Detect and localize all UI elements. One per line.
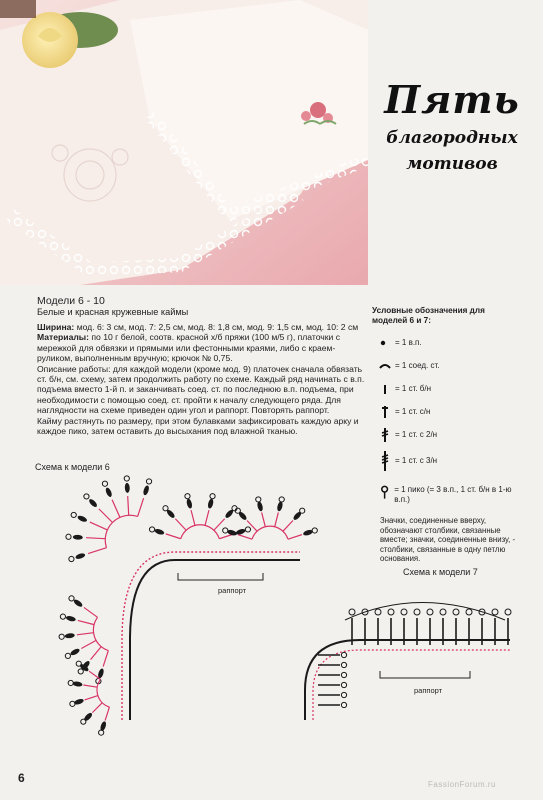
legend-heading: Условные обозначения для моделей 6 и 7: [372, 306, 485, 325]
base-round [313, 650, 510, 720]
red-stitch [275, 512, 279, 526]
legend-text: = 1 ст. с 3/н [395, 456, 438, 465]
red-stitch [81, 640, 96, 648]
picot-mark [388, 609, 394, 615]
red-stitch [205, 510, 209, 525]
arch-line [93, 617, 108, 650]
picot-mark [300, 508, 305, 513]
picot-mark [68, 680, 73, 685]
legend-note: Значки, соединенные вверху, обозначают столбики, связанные вместе; значки, соединенные внизу, - столбики, связанные в одну петлю основания. [380, 516, 516, 564]
red-stitch [105, 707, 109, 720]
petal-mark [142, 485, 150, 496]
picot-mark [210, 494, 215, 499]
red-stitch [99, 509, 113, 523]
red-stitch [92, 703, 102, 713]
red-stitch [283, 521, 293, 532]
arch-line [252, 526, 288, 539]
picot-mark [59, 634, 64, 639]
legend-text: = 1 ст. с 2/н [395, 430, 438, 439]
width-text: мод. 6: 3 см, мод. 7: 2,5 см, мод. 8: 1,8 см, мод. 9: 1,5 см, мод. 10: 2 см [76, 322, 359, 332]
picot-mark [71, 512, 76, 517]
red-stitch [88, 548, 106, 554]
red-stitch [247, 521, 257, 532]
petal-mark [207, 498, 214, 509]
picot-mark [245, 527, 250, 532]
napkin-edge [130, 560, 300, 720]
petal-mark [73, 535, 83, 540]
picot-mark [84, 494, 89, 499]
base-round [122, 552, 300, 720]
picot-mark [66, 534, 71, 539]
red-stitch [84, 607, 98, 617]
petal-mark [83, 712, 93, 722]
picot-mark [312, 528, 317, 533]
finish-paragraph: Кайму растянуть по размеру, при этом булавками зафиксировать каждую арку и каждое пико, затем оставить до высыхания под влажной тканью. [37, 415, 359, 437]
petal-mark [73, 598, 84, 608]
picot-mark [375, 609, 381, 615]
petal-mark [70, 647, 81, 656]
picot-mark [69, 556, 74, 561]
red-stitch [103, 651, 108, 667]
materials-text: по 10 г белой, соотв. красной х/б пряжи (100 м/5 г), платочки с мережкой для обвязки и прямыми или фестонными краями, либо с краем-руликом, выполненным вручную; крючок № 0,75. [37, 332, 341, 364]
red-stitch [86, 538, 105, 539]
petal-mark [105, 487, 113, 498]
petal-mark [186, 498, 193, 509]
petal-mark [65, 615, 76, 622]
title-line-2: благородных [386, 128, 518, 148]
red-stitch [191, 510, 195, 525]
scheme-6-diagram [59, 476, 317, 735]
picot-mark [149, 527, 154, 532]
picot-mark [414, 609, 420, 615]
petal-mark [77, 515, 88, 523]
red-stitch [288, 535, 302, 540]
description-paragraph: Описание работы: для каждой модели (кроме мод. 9) платочек сначала обвязать ст. б/н, см. схему, затем продолжить работу по схеме. Каждый ряд начинать с в.п. подъема вместо 1-й п. и заканчивать соед. ст. по последнюю в.п. подъема, при необходимости с помощью соед. ст. пройти к началу следующего ряда. Для наглядности на схеме приведен один угол и раппорт. Повторять раппорт. [37, 363, 365, 416]
red-stitch [128, 496, 129, 515]
picot-mark [401, 609, 407, 615]
picot-mark [341, 702, 346, 707]
picot-mark [505, 609, 511, 615]
watermark: FassionForum.ru [428, 780, 496, 789]
legend-text: = 1 пико (= 3 в.п., 1 ст. б/н в 1-ю в.п.) [394, 485, 512, 504]
models-subtitle: Белые и красная кружевные каймы [37, 307, 189, 317]
title-line-3: мотивов [406, 154, 498, 174]
picot-mark [223, 528, 228, 533]
picot-mark [70, 701, 75, 706]
napkin-edge [305, 640, 510, 720]
picot-mark [440, 609, 446, 615]
scheme-7-diagram [305, 603, 511, 721]
red-stitch [90, 522, 108, 530]
scheme-7-caption: Схема к модели 7 [403, 567, 478, 577]
legend-text: = 1 ст. с/н [395, 407, 431, 416]
picot-mark [341, 662, 346, 667]
picot-mark [466, 609, 472, 615]
petal-mark [75, 552, 86, 560]
title-main: Пять [384, 77, 520, 122]
rapport-label-7: раппорт [414, 686, 443, 695]
rapport-bracket-6 [178, 573, 263, 580]
legend-text: = 1 соед. ст. [395, 361, 440, 370]
petal-mark [276, 501, 283, 512]
picot-mark [427, 609, 433, 615]
legend-text: = 1 ст. б/н [395, 384, 432, 393]
picot-mark [341, 672, 346, 677]
page-number: 6 [18, 771, 25, 785]
picot-mark [65, 653, 70, 658]
petal-mark [154, 528, 165, 536]
picot-mark [60, 614, 65, 619]
picot-mark [146, 479, 151, 484]
picot-mark [341, 652, 346, 657]
picot-mark [78, 669, 83, 674]
picot-mark [163, 506, 168, 511]
arch-line [345, 603, 505, 621]
red-stitch [85, 696, 98, 700]
picot-mark [279, 497, 284, 502]
picot-mark [256, 497, 261, 502]
rapport-label-6: раппорт [218, 586, 247, 595]
picot-mark [341, 682, 346, 687]
petal-mark [257, 501, 264, 512]
picot-mark [81, 719, 86, 724]
red-stitch [83, 685, 97, 687]
red-stitch [238, 535, 252, 540]
picot-mark [124, 476, 129, 481]
picot-mark [453, 609, 459, 615]
picot-mark [99, 730, 104, 735]
red-stitch [78, 620, 94, 624]
materials-label: Материалы: [37, 332, 90, 343]
picot-mark [76, 661, 81, 666]
scheme-6-caption: Схема к модели 6 [35, 462, 110, 472]
picot-mark [69, 596, 74, 601]
models-label: Модели 6 - 10 [37, 295, 105, 307]
arch-line [181, 525, 220, 539]
red-stitch [175, 519, 186, 530]
picot-mark [349, 609, 355, 615]
picot-mark [102, 481, 107, 486]
petal-mark [88, 498, 98, 508]
red-stitch [77, 633, 94, 635]
red-stitch [138, 498, 144, 516]
petal-mark [64, 633, 75, 639]
picot-mark [341, 692, 346, 697]
red-stitch [262, 512, 266, 526]
legend-text: = 1 в.п. [395, 338, 422, 347]
petal-mark [72, 681, 83, 687]
red-stitch [112, 500, 120, 518]
width-label: Ширина: [37, 322, 75, 332]
rapport-bracket-7 [380, 671, 470, 678]
petal-mark [235, 528, 246, 536]
petal-mark [292, 511, 302, 522]
red-stitch [166, 534, 181, 539]
petal-mark [125, 483, 130, 493]
red-stitch [91, 647, 102, 660]
petal-mark [238, 511, 248, 522]
picot-mark [492, 609, 498, 615]
picot-mark [185, 494, 190, 499]
